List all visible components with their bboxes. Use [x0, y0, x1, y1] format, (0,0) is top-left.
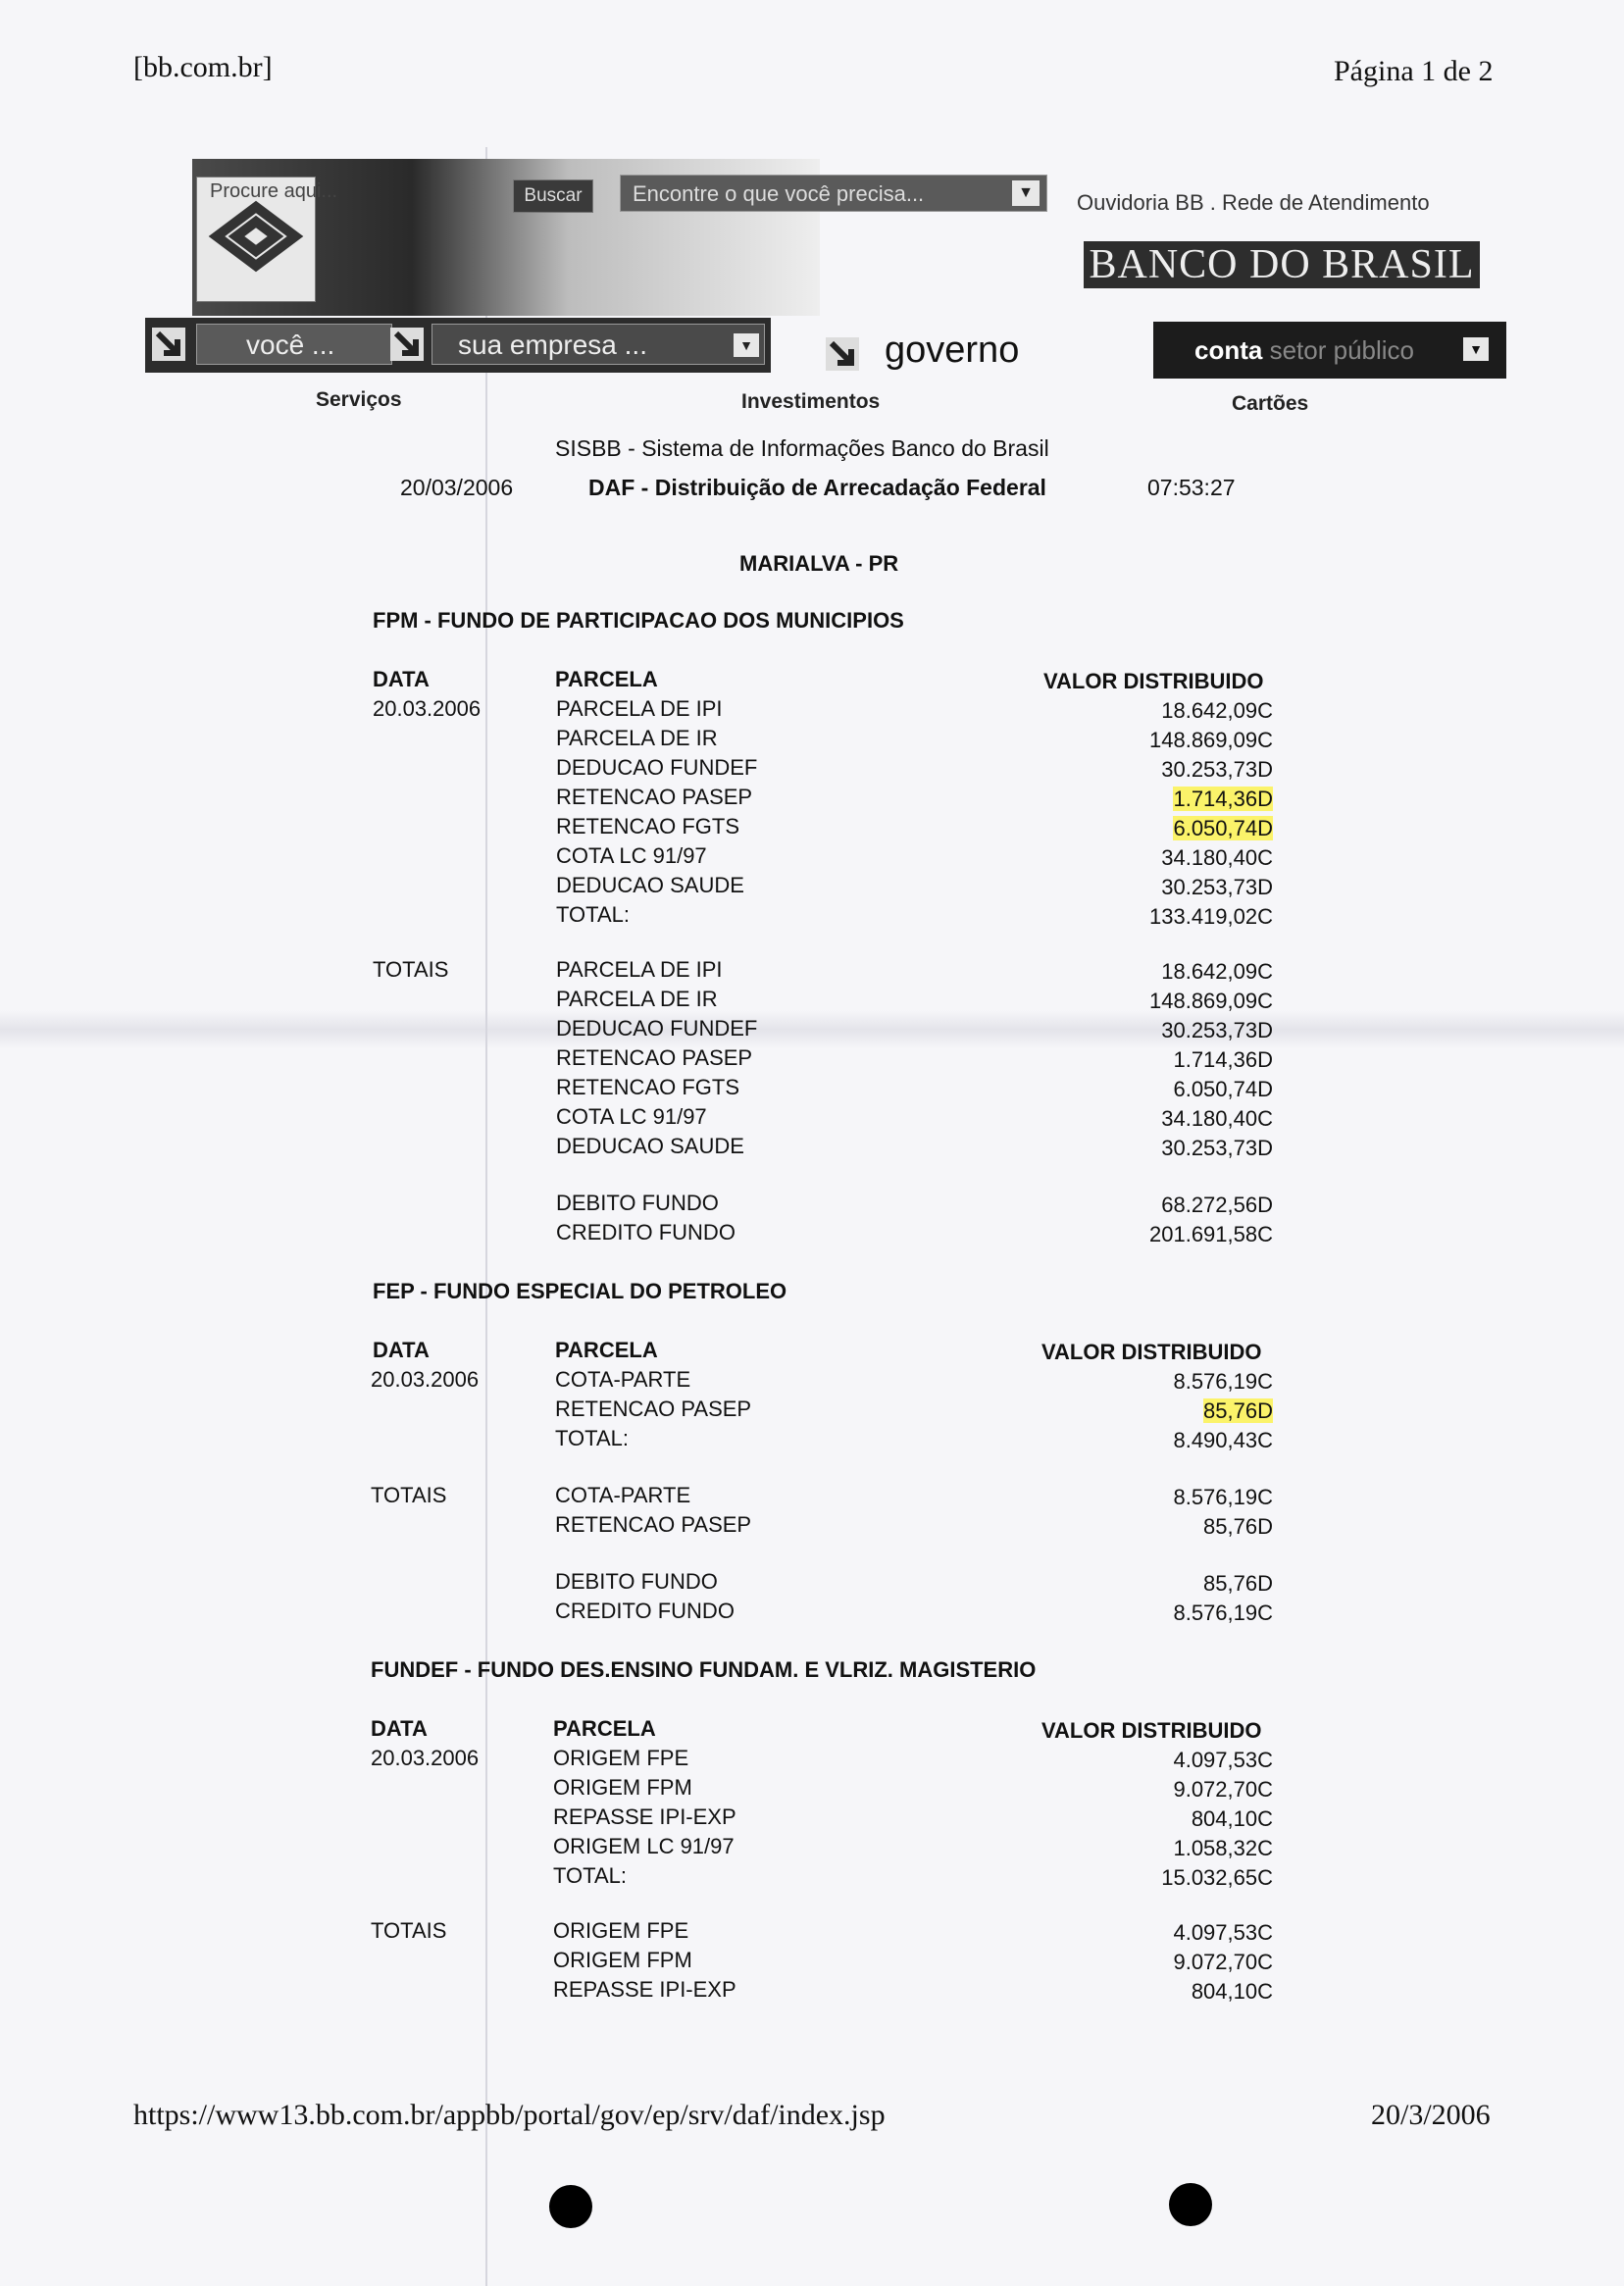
parcela-label: ORIGEM FPE: [553, 1746, 689, 1770]
valor-distribuido: 8.576,19C: [1173, 1485, 1273, 1509]
parcela-label: TOTAL:: [553, 1863, 627, 1888]
punch-hole: [549, 2185, 592, 2228]
parcela-label: COTA-PARTE: [555, 1367, 691, 1392]
chevron-down-icon[interactable]: ▼: [734, 333, 759, 357]
scan-crease-line: [485, 147, 487, 2286]
parcela-label: REPASSE IPI-EXP: [553, 1804, 736, 1829]
col-data-header: DATA: [373, 1338, 430, 1362]
parcela-label: RETENCAO PASEP: [555, 1397, 752, 1421]
paper-fold: [0, 1010, 1624, 1049]
valor-distribuido: 30.253,73D: [1161, 757, 1273, 782]
col-parcela-header: PARCELA: [553, 1716, 656, 1741]
print-site: [bb.com.br]: [133, 51, 273, 83]
nav-conta-button[interactable]: [1153, 322, 1506, 379]
print-url: https://www13.bb.com.br/appbb/portal/gov/ep/srv/daf/index.jsp: [133, 2099, 886, 2131]
valor-distribuido: 30.253,73D: [1161, 875, 1273, 899]
print-date: 20/3/2006: [1371, 2099, 1491, 2131]
valor-distribuido: 6.050,74D: [1173, 1077, 1273, 1101]
valor-distribuido: 133.419,02C: [1149, 904, 1273, 929]
search-button[interactable]: Buscar: [513, 179, 593, 213]
find-dropdown[interactable]: Encontre o que você precisa...: [620, 175, 1047, 212]
subnav-cartoes[interactable]: Cartões: [1232, 392, 1309, 415]
parcela-label: CREDITO FUNDO: [556, 1220, 736, 1245]
col-valor-header: VALOR DISTRIBUIDO: [1041, 1718, 1262, 1743]
parcela-label: DEBITO FUNDO: [556, 1191, 719, 1215]
parcela-label: TOTAL:: [556, 902, 630, 927]
nav-voce-button[interactable]: você ...: [196, 324, 392, 365]
fundef-section-title: FUNDEF - FUNDO DES.ENSINO FUNDAM. E VLRIZ. MAGISTERIO: [371, 1657, 1037, 1682]
entry-date: 20.03.2006: [371, 1746, 480, 1770]
valor-distribuido: 1.058,32C: [1173, 1836, 1273, 1860]
search-input[interactable]: Procure aqui...: [210, 180, 338, 202]
valor-distribuido: 201.691,58C: [1149, 1222, 1273, 1246]
valor-distribuido: [1018, 816, 1273, 841]
valor-distribuido: 30.253,73D: [1161, 1136, 1273, 1160]
valor-distribuido: [1018, 1398, 1273, 1424]
valor-distribuido: 9.072,70C: [1173, 1777, 1273, 1802]
parcela-label: DEDUCAO SAUDE: [556, 873, 744, 897]
totais-label: TOTAIS: [371, 1918, 447, 1943]
fep-section-title: FEP - FUNDO ESPECIAL DO PETROLEO: [373, 1279, 787, 1303]
parcela-label: PARCELA DE IPI: [556, 696, 723, 721]
col-data-header: DATA: [373, 667, 430, 691]
parcela-label: ORIGEM LC 91/97: [553, 1834, 735, 1858]
subnav-servicos[interactable]: Serviços: [316, 388, 402, 411]
parcela-label: PARCELA DE IPI: [556, 957, 723, 982]
valor-distribuido: [1018, 787, 1273, 812]
report-title: DAF - Distribuição de Arrecadação Federal: [588, 475, 1046, 500]
valor-distribuido: 85,76D: [1203, 1571, 1273, 1596]
valor-distribuido: 804,10C: [1191, 1979, 1273, 2004]
parcela-label: PARCELA DE IR: [556, 726, 718, 750]
brand-logo-text: BANCO DO BRASIL: [1084, 241, 1480, 288]
parcela-label: REPASSE IPI-EXP: [553, 1977, 736, 2002]
parcela-label: RETENCAO PASEP: [556, 785, 753, 809]
parcela-label: ORIGEM FPM: [553, 1775, 692, 1800]
highlighted-value: 85,76D: [1203, 1398, 1273, 1423]
valor-distribuido: 34.180,40C: [1161, 1106, 1273, 1131]
punch-hole: [1169, 2183, 1212, 2226]
subnav-investimentos[interactable]: Investimentos: [741, 390, 881, 413]
parcela-label: RETENCAO PASEP: [555, 1512, 752, 1537]
nav-empresa-button[interactable]: sua empresa ...: [431, 324, 765, 365]
report-system: SISBB - Sistema de Informações Banco do Brasil: [555, 435, 1049, 461]
totais-label: TOTAIS: [373, 957, 449, 982]
parcela-label: DEBITO FUNDO: [555, 1569, 718, 1594]
valor-distribuido: 34.180,40C: [1161, 845, 1273, 870]
chevron-down-icon[interactable]: ▼: [1463, 337, 1489, 361]
parcela-label: PARCELA DE IR: [556, 987, 718, 1011]
valor-distribuido: 9.072,70C: [1173, 1950, 1273, 1974]
valor-distribuido: 8.576,19C: [1173, 1369, 1273, 1394]
print-page-number: Página 1 de 2: [1334, 55, 1494, 87]
parcela-label: DEDUCAO SAUDE: [556, 1134, 744, 1158]
valor-distribuido: 148.869,09C: [1149, 728, 1273, 752]
col-data-header: DATA: [371, 1716, 428, 1741]
col-valor-header: VALOR DISTRIBUIDO: [1043, 669, 1264, 693]
arrow-icon: [390, 328, 424, 361]
conta-label: conta: [1194, 335, 1263, 365]
col-parcela-header: PARCELA: [555, 1338, 658, 1362]
report-time: 07:53:27: [1147, 475, 1236, 500]
parcela-label: DEDUCAO FUNDEF: [556, 1016, 758, 1041]
conta-sublabel: setor público: [1269, 335, 1414, 365]
parcela-label: COTA LC 91/97: [556, 843, 707, 868]
fpm-section-title: FPM - FUNDO DE PARTICIPACAO DOS MUNICIPIOS: [373, 608, 904, 633]
entry-date: 20.03.2006: [371, 1367, 480, 1392]
valor-distribuido: 15.032,65C: [1161, 1865, 1273, 1890]
valor-distribuido: 18.642,09C: [1161, 959, 1273, 984]
arrow-icon: [826, 337, 859, 371]
chevron-down-icon[interactable]: ▼: [1012, 180, 1040, 206]
parcela-label: COTA-PARTE: [555, 1483, 691, 1507]
valor-distribuido: 8.576,19C: [1173, 1600, 1273, 1625]
totais-label: TOTAIS: [371, 1483, 447, 1507]
valor-distribuido: 804,10C: [1191, 1806, 1273, 1831]
valor-distribuido: 68.272,56D: [1161, 1193, 1273, 1217]
parcela-label: RETENCAO PASEP: [556, 1045, 753, 1070]
valor-distribuido: 4.097,53C: [1173, 1748, 1273, 1772]
header-links[interactable]: Ouvidoria BB . Rede de Atendimento: [1077, 190, 1430, 215]
report-location: MARIALVA - PR: [739, 551, 899, 576]
col-parcela-header: PARCELA: [555, 667, 658, 691]
highlighted-value: 6.050,74D: [1173, 816, 1273, 840]
parcela-label: TOTAL:: [555, 1426, 629, 1450]
valor-distribuido: 8.490,43C: [1173, 1428, 1273, 1452]
nav-governo-link[interactable]: governo: [885, 330, 1020, 371]
valor-distribuido: 18.642,09C: [1161, 698, 1273, 723]
parcela-label: RETENCAO FGTS: [556, 814, 740, 838]
valor-distribuido: 85,76D: [1203, 1514, 1273, 1539]
valor-distribuido: 30.253,73D: [1161, 1018, 1273, 1042]
arrow-icon: [152, 328, 185, 361]
parcela-label: CREDITO FUNDO: [555, 1599, 735, 1623]
valor-distribuido: 1.714,36D: [1173, 1047, 1273, 1072]
entry-date: 20.03.2006: [373, 696, 482, 721]
col-valor-header: VALOR DISTRIBUIDO: [1041, 1340, 1262, 1364]
valor-distribuido: 148.869,09C: [1149, 989, 1273, 1013]
parcela-label: COTA LC 91/97: [556, 1104, 707, 1129]
parcela-label: ORIGEM FPE: [553, 1918, 689, 1943]
parcela-label: ORIGEM FPM: [553, 1948, 692, 1972]
report-date: 20/03/2006: [400, 475, 514, 500]
valor-distribuido: 4.097,53C: [1173, 1920, 1273, 1945]
parcela-label: DEDUCAO FUNDEF: [556, 755, 758, 780]
highlighted-value: 1.714,36D: [1173, 787, 1273, 811]
parcela-label: RETENCAO FGTS: [556, 1075, 740, 1099]
